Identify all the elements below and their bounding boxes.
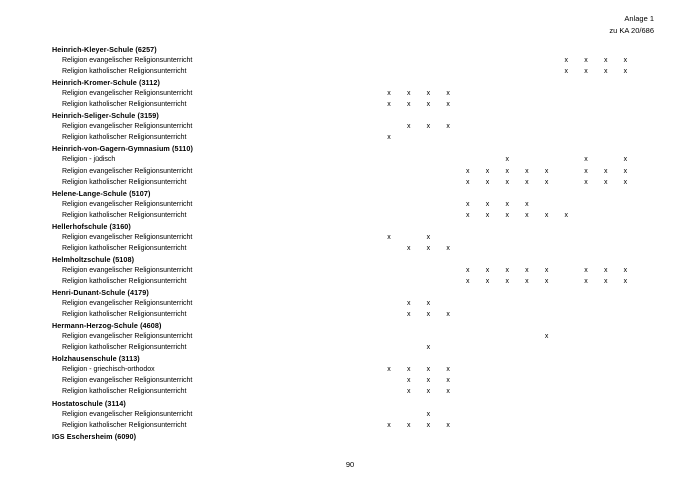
- course-label: Religion evangelischer Religionsunterricht: [62, 167, 193, 175]
- school-name: Heinrich-Kleyer-Schule (6257): [52, 45, 157, 54]
- course-row: [0, 177, 700, 188]
- course-label: Religion evangelischer Religionsunterricht: [62, 90, 193, 98]
- grade-mark: x: [485, 167, 490, 175]
- course-label: Religion katholischer Religionsunterricht: [62, 344, 187, 352]
- grade-mark: x: [603, 277, 608, 285]
- grade-mark: x: [584, 167, 588, 175]
- course-row: [0, 331, 700, 342]
- course-label: Religion katholischer Religionsunterricht: [62, 388, 187, 396]
- grade-mark: x: [623, 277, 628, 285]
- course-label: Religion katholischer Religionsunterricht: [62, 244, 187, 252]
- school-name: Hostatoschule (3114): [52, 398, 126, 408]
- course-label: Religion katholischer Religionsunterricht: [62, 311, 187, 319]
- grade-mark: x: [603, 57, 608, 65]
- course-label: Religion evangelischer Religionsunterricht: [62, 123, 193, 131]
- grade-mark: x: [426, 366, 431, 374]
- annex-header: [609, 13, 654, 36]
- grade-mark: x: [544, 178, 549, 186]
- grade-mark: x: [584, 277, 588, 285]
- grade-mark: x: [466, 167, 470, 175]
- course-row: [0, 342, 700, 353]
- grade-mark: x: [525, 266, 529, 274]
- school-name: Holzhausenschule (3113): [52, 354, 140, 364]
- grade-mark: x: [446, 101, 450, 109]
- grade-mark: x: [525, 178, 529, 186]
- grade-mark: x: [387, 421, 391, 429]
- school-name: Hellerhofschule (3160): [52, 221, 131, 231]
- page-number: 90: [345, 460, 355, 469]
- grade-mark: x: [406, 311, 411, 319]
- grade-mark: x: [426, 233, 431, 241]
- course-label: Religion evangelischer Religionsunterricht: [62, 333, 193, 341]
- grade-mark: x: [564, 211, 569, 219]
- grade-mark: x: [406, 377, 411, 385]
- course-row: [0, 243, 700, 254]
- grade-mark: x: [603, 178, 608, 186]
- grade-mark: x: [406, 90, 411, 98]
- course-row: [0, 210, 700, 221]
- grade-mark: x: [525, 200, 529, 208]
- grade-mark: x: [387, 101, 391, 109]
- course-label: Religion katholischer Religionsunterricht: [62, 277, 187, 285]
- grade-mark: x: [544, 333, 549, 341]
- grade-mark: x: [426, 90, 431, 98]
- grade-mark: x: [525, 211, 529, 219]
- grade-mark: x: [426, 300, 431, 308]
- course-row: [0, 88, 700, 99]
- grade-mark: x: [505, 178, 509, 186]
- course-label: Religion evangelischer Religionsunterricht: [62, 57, 193, 65]
- grade-mark: x: [466, 211, 470, 219]
- grade-mark: x: [387, 366, 391, 374]
- grade-mark: x: [426, 101, 431, 109]
- course-label: Religion evangelischer Religionsunterricht: [62, 200, 193, 208]
- grade-mark: x: [406, 366, 411, 374]
- school-row: [0, 44, 700, 55]
- course-row: [0, 166, 700, 177]
- school-row: [0, 221, 700, 232]
- grade-mark: x: [406, 123, 411, 131]
- grade-mark: x: [466, 200, 470, 208]
- course-row: [0, 154, 700, 165]
- grade-mark: x: [485, 200, 490, 208]
- annex-header-line1: Anlage 1: [624, 14, 654, 23]
- course-label: Religion katholischer Religionsunterricht: [62, 68, 187, 76]
- grade-mark: x: [466, 277, 470, 285]
- school-name: Helmholtzschule (5108): [52, 254, 135, 264]
- course-row: [0, 364, 700, 375]
- course-row: [0, 132, 700, 143]
- course-row: [0, 66, 700, 77]
- school-name: Hermann-Herzog-Schule (4608): [52, 321, 162, 331]
- grade-mark: x: [466, 178, 470, 186]
- grade-mark: x: [426, 377, 431, 385]
- grade-mark: x: [544, 167, 549, 175]
- grade-mark: x: [623, 178, 628, 186]
- grade-mark: x: [544, 277, 549, 285]
- school-row: [0, 77, 700, 88]
- grade-mark: x: [623, 167, 628, 175]
- grade-mark: x: [623, 156, 628, 164]
- course-row: [0, 99, 700, 110]
- grade-mark: x: [426, 311, 431, 319]
- grade-mark: x: [446, 377, 450, 385]
- grade-mark: x: [603, 266, 608, 274]
- course-row: [0, 276, 700, 287]
- grade-mark: x: [406, 300, 411, 308]
- school-row: [0, 143, 700, 154]
- grade-mark: x: [426, 123, 431, 131]
- school-row: [0, 353, 700, 364]
- course-row: [0, 409, 700, 420]
- grade-mark: x: [623, 57, 628, 65]
- grade-mark: x: [603, 68, 608, 76]
- course-label: Religion evangelischer Religionsunterricht: [62, 233, 193, 241]
- grade-mark: x: [505, 211, 509, 219]
- grade-mark: x: [446, 90, 450, 98]
- grade-mark: x: [584, 266, 588, 274]
- course-row: [0, 309, 700, 320]
- school-row: [0, 287, 700, 298]
- course-label: Religion katholischer Religionsunterricht: [62, 421, 187, 429]
- school-row: [0, 254, 700, 265]
- grade-mark: x: [406, 244, 411, 252]
- course-row: [0, 121, 700, 132]
- grade-mark: x: [406, 388, 411, 396]
- grade-mark: x: [505, 266, 509, 274]
- course-row: [0, 55, 700, 66]
- grade-mark: x: [584, 178, 588, 186]
- grade-mark: x: [446, 123, 450, 131]
- grade-mark: x: [406, 421, 411, 429]
- course-label: Religion katholischer Religionsunterricht: [62, 101, 187, 109]
- grade-mark: x: [446, 244, 450, 252]
- grade-mark: x: [446, 311, 450, 319]
- grade-mark: x: [426, 388, 431, 396]
- grade-mark: x: [525, 167, 529, 175]
- grade-mark: x: [485, 266, 490, 274]
- school-name: Helene-Lange-Schule (5107): [52, 188, 151, 198]
- grade-mark: x: [584, 57, 588, 65]
- grade-mark: x: [446, 421, 450, 429]
- school-row: [0, 110, 700, 121]
- course-row: [0, 375, 700, 386]
- school-name: Heinrich-von-Gagern-Gymnasium (5110): [52, 144, 193, 154]
- grade-mark: x: [584, 156, 588, 164]
- course-row: [0, 298, 700, 309]
- grade-mark: x: [544, 211, 549, 219]
- grade-mark: x: [485, 211, 490, 219]
- grade-mark: x: [466, 266, 470, 274]
- course-label: Religion evangelischer Religionsunterricht: [62, 410, 193, 418]
- grade-mark: x: [406, 101, 411, 109]
- course-row: [0, 386, 700, 397]
- grade-mark: x: [485, 277, 490, 285]
- school-row: [0, 431, 700, 442]
- grade-mark: x: [623, 266, 628, 274]
- course-row: [0, 420, 700, 431]
- course-label: Religion evangelischer Religionsunterricht: [62, 300, 193, 308]
- annex-header-line2: zu KA 20/686: [609, 25, 654, 35]
- grade-mark: x: [564, 57, 569, 65]
- course-label: Religion - jüdisch: [62, 156, 116, 164]
- course-label: Religion evangelischer Religionsunterricht: [62, 377, 193, 385]
- grade-mark: x: [505, 167, 509, 175]
- grade-mark: x: [446, 388, 450, 396]
- school-name: Heinrich-Kromer-Schule (3112): [52, 78, 160, 88]
- grade-mark: x: [446, 366, 450, 374]
- course-label: Religion - griechisch-orthodox: [62, 366, 155, 374]
- grade-mark: x: [387, 90, 391, 98]
- course-row: [0, 232, 700, 243]
- grade-mark: x: [505, 277, 509, 285]
- course-label: Religion katholischer Religionsunterricht: [62, 178, 187, 186]
- course-row: [0, 265, 700, 276]
- grade-mark: x: [485, 178, 490, 186]
- school-name: IGS Eschersheim (6090): [52, 431, 137, 441]
- grade-mark: x: [426, 244, 431, 252]
- grade-mark: x: [544, 266, 549, 274]
- course-label: Religion katholischer Religionsunterricht: [62, 211, 187, 219]
- grade-mark: x: [623, 68, 628, 76]
- school-row: [0, 188, 700, 199]
- grade-mark: x: [525, 277, 529, 285]
- course-row: [0, 199, 700, 210]
- school-name: Heinrich-Seliger-Schule (3159): [52, 111, 159, 121]
- grade-mark: x: [426, 421, 431, 429]
- grade-mark: x: [387, 233, 391, 241]
- school-name: Henri-Dunant-Schule (4179): [52, 288, 149, 298]
- grade-mark: x: [426, 410, 431, 418]
- school-course-table: [0, 44, 700, 442]
- school-row: [0, 398, 700, 409]
- grade-mark: x: [426, 344, 431, 352]
- grade-mark: x: [387, 134, 391, 142]
- course-label: Religion katholischer Religionsunterricht: [62, 134, 187, 142]
- school-row: [0, 320, 700, 331]
- course-label: Religion evangelischer Religionsunterricht: [62, 266, 193, 274]
- grade-mark: x: [564, 68, 569, 76]
- grade-mark: x: [505, 156, 509, 164]
- grade-mark: x: [603, 167, 608, 175]
- grade-mark: x: [505, 200, 509, 208]
- grade-mark: x: [584, 68, 588, 76]
